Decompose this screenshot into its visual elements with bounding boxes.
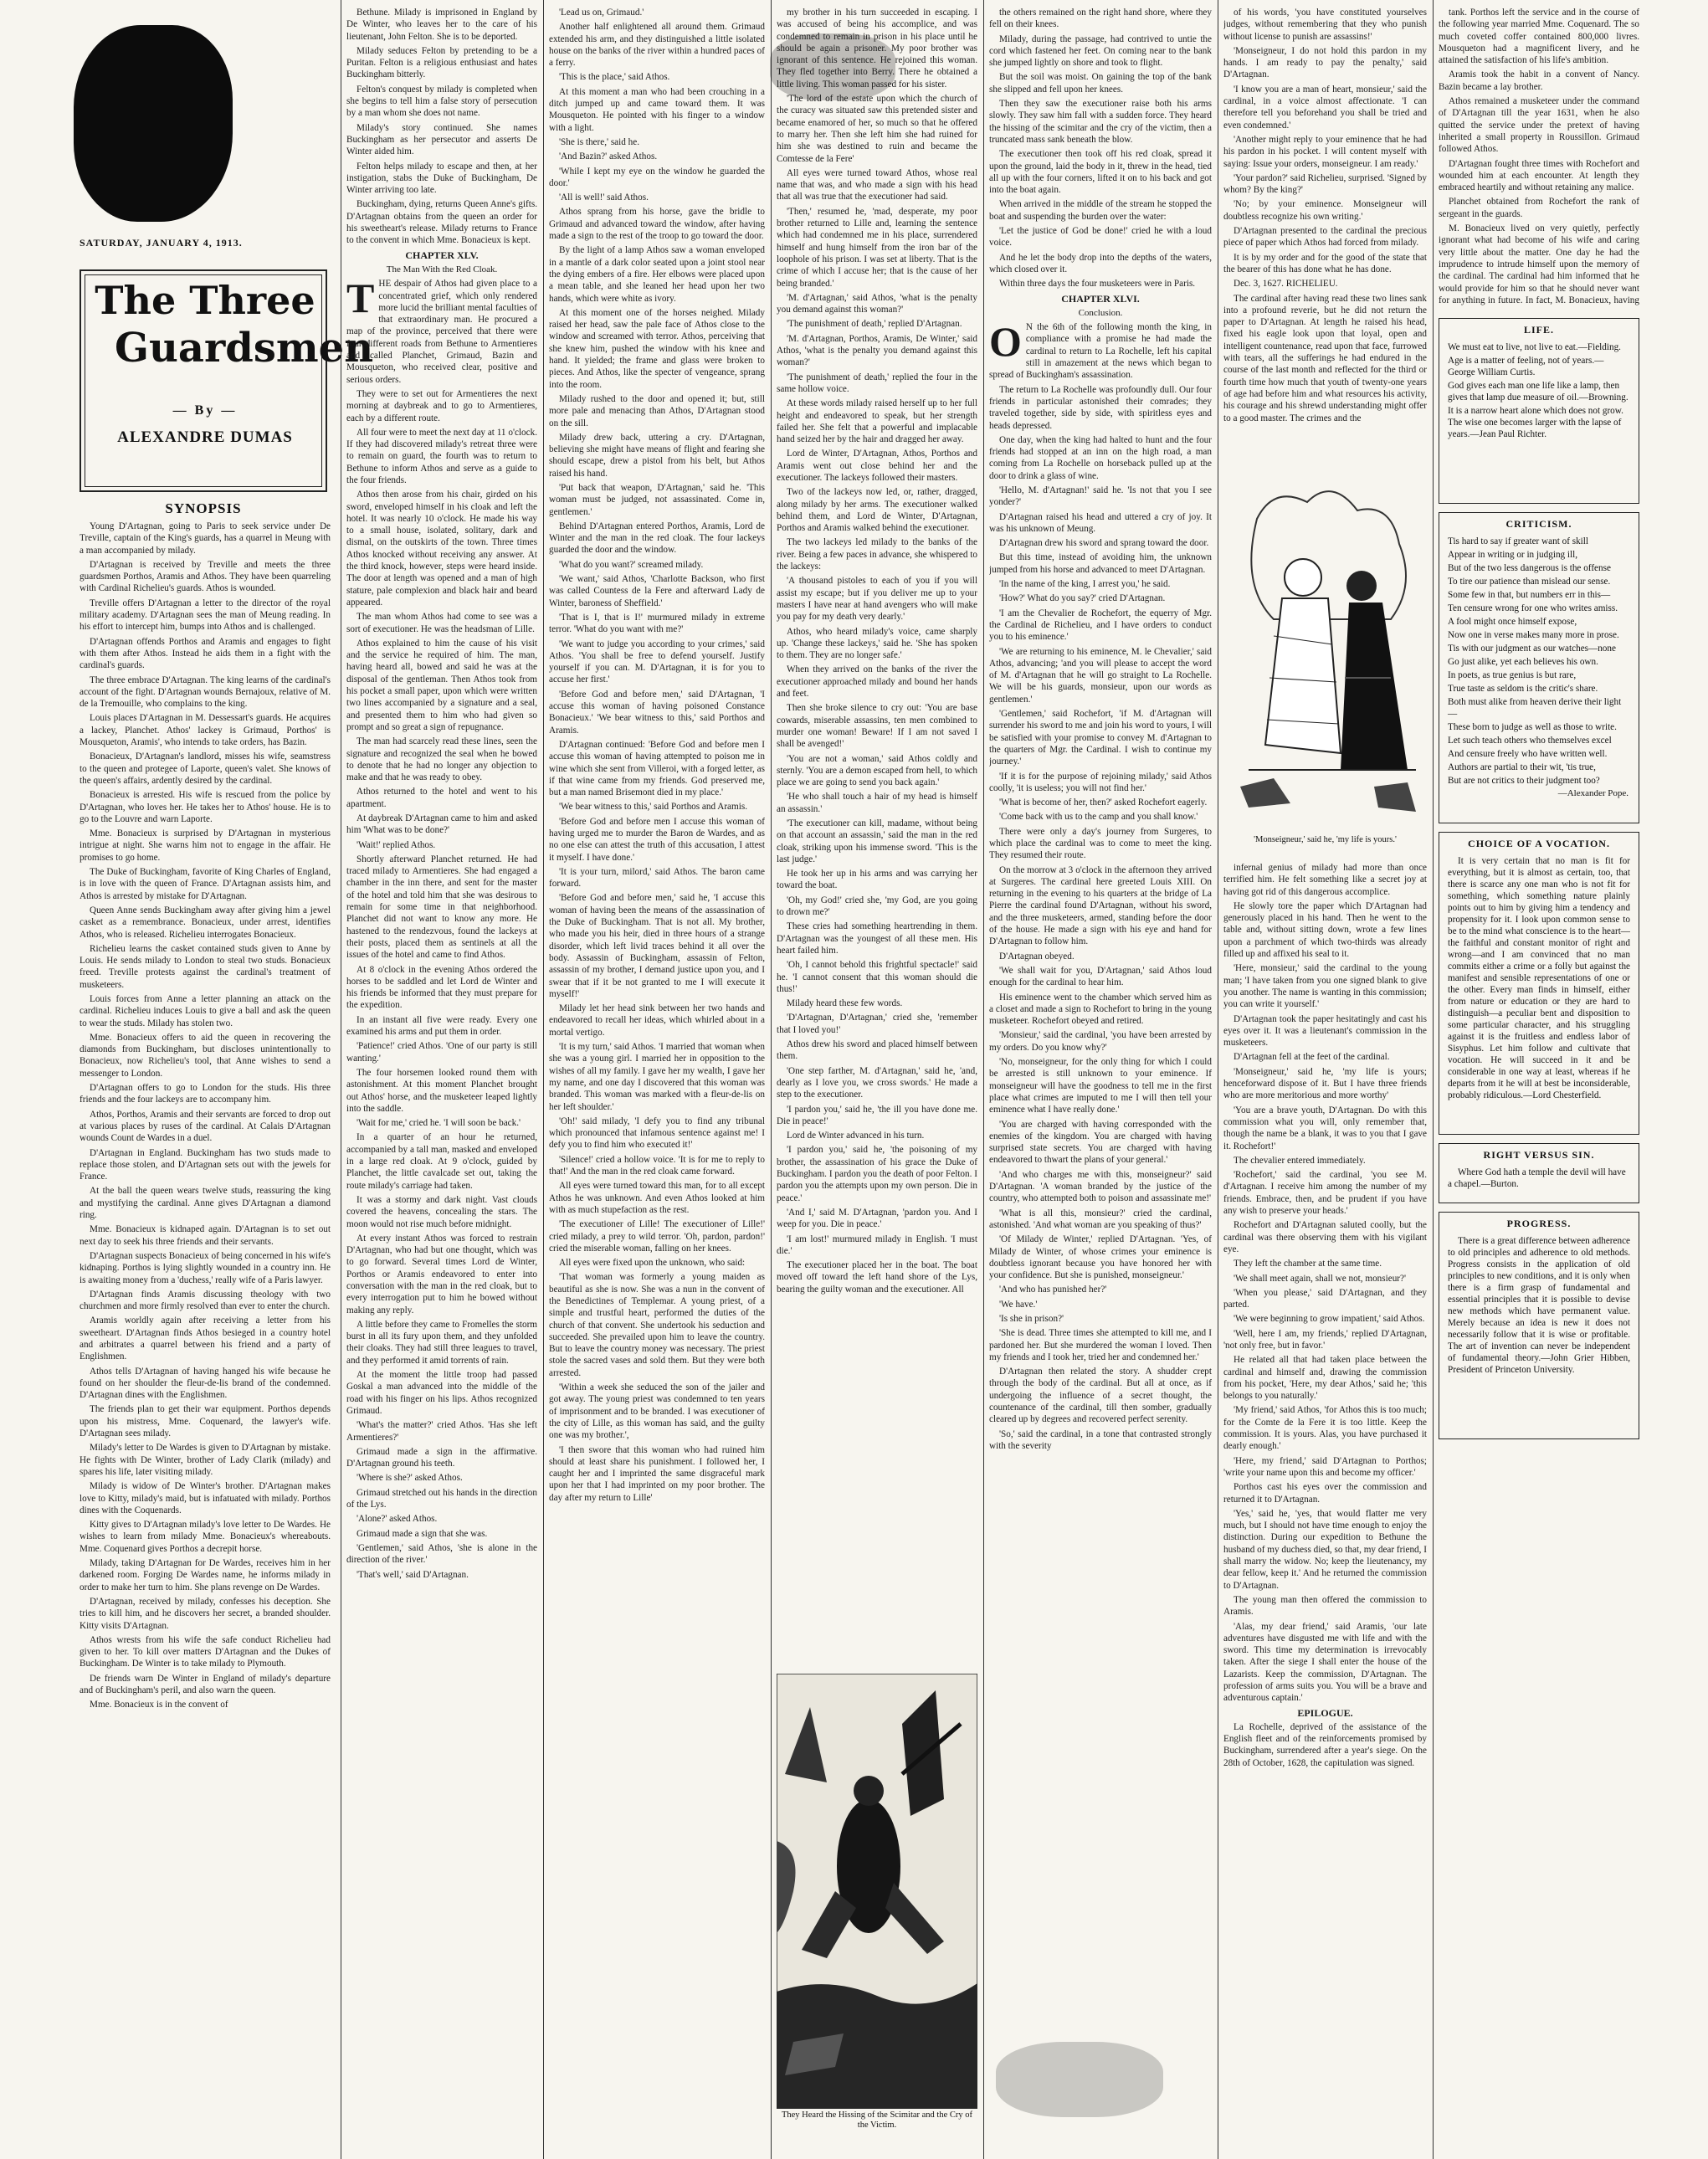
verse-line: A fool might once himself expose,	[1448, 617, 1577, 627]
story-paragraph: 'In the name of the king, I arrest you,' he said.	[999, 579, 1171, 590]
chapter-subtitle: Conclusion.	[1078, 307, 1123, 318]
story-paragraph: 'Oh, I cannot behold this frightful spectacle!' said he. 'I cannot consent that this woman should die thus!'	[777, 960, 977, 994]
story-paragraph: 'No, monseigneur, for the only thing for which I could be arrested is still unknown to your eminence. If monseigneur will have the goodness to tell me in the first place what crimes are imputed to me I will then tell your eminence what I have really done.'	[989, 1057, 1212, 1115]
vocation-text: It is very certain that no man is fit for everything, but it is almost as certain, too, that there is scarce any one man who is not fit for something, which something nature plainly points out to him by giving him a tendency and propensity for it. I look upon common sense to be to the mind what conscience is to the heart—the faithful and constant monitor of right and wrong—and I am convinced that no man commits either a crime or a folly but against the manifest and sensible representations of one or the other. Every man finds in himself, either from nature or education or they are hard to distinguish—a peculiar bent and disposition to some particular character, and his struggling against it is the fruitless and endless labor of Sisyphus. Let him follow and cultivate that vocation. He will succeed in it and be considerable in one way at least, whereas if he departs from it he will at best be inconsiderable, probably ridiculous.—Lord Chesterfield.	[1448, 856, 1630, 1100]
synopsis-paragraph: Milady's letter to De Wardes is given to D'Artagnan by mistake. He fights with De Winter, brother of Lady Clarik (milady) and spares his life, later visiting milady.	[80, 1443, 331, 1477]
story-paragraph: Athos drew his sword and placed himself between them.	[777, 1039, 977, 1062]
story-column-4	[777, 7, 977, 1672]
story-paragraph: 'We are returning to his eminence, M. le Chevalier,' said Athos, advancing; 'and you will please to accept the word of M. d'Artagnan that he will go straight to La Rochelle. We will be his guards, monsieur, upon our words as gentlemen.'	[989, 646, 1212, 705]
story-paragraph: Milady let her head sink between her two hands and endeavored to recall her ideas, which whirled about in a mortal vertigo.	[549, 1003, 765, 1038]
criticism-poem	[1439, 536, 1639, 787]
story-paragraph: Lord de Winter advanced in his turn.	[787, 1131, 925, 1141]
story-paragraph: 'If it is for the purpose of rejoining milady,' said Athos coolly, 'it is useless; you will not find her.'	[989, 771, 1212, 793]
story-paragraph: tank. Porthos left the service and in the course of the following year married Mme. Coquenard. The so much coveted coffer contained 800,000 livres. Mousqueton had a magnificent livery, and he attained the satisfaction of his life's ambition.	[1439, 8, 1639, 66]
story-paragraph: All eyes were fixed upon the unknown, who said:	[559, 1258, 746, 1269]
synopsis-paragraph: Queen Anne sends Buckingham away after giving him a jewel casket as a remembrance. Bonacieux, under arrest, identifies Athos, who is released. Richelieu interrogates Bonacieux.	[80, 905, 331, 940]
story-paragraph: 'The punishment of death,' replied the four in the same hollow voice.	[777, 372, 977, 394]
verse-line: Go just alike, yet each believes his own.	[1448, 657, 1598, 667]
verse-line: Now one in verse makes many more in prose.	[1448, 630, 1619, 640]
synopsis-paragraph: Mme. Bonacieux offers to aid the queen in recovering the diamonds from Buckingham, but discloses unintentionally to Bonacieux, now Richelieu's tool, that Anne wishes to send a messenger to London.	[80, 1032, 331, 1079]
story-paragraph: The young man then offered the commission to Aramis.	[1223, 1594, 1427, 1618]
epilogue-paragraph: La Rochelle, deprived of the assistance of the English fleet and of the reinforcements promised by Buckingham, surrendered after a year's siege. On the 28th of October, 1628, the capitulation was signed.	[1223, 1721, 1427, 1768]
ink-blot-masthead	[74, 25, 233, 222]
verse-line: Tis hard to say if greater want of skill	[1448, 536, 1588, 546]
synopsis-paragraph: D'Artagnan offers to go to London for the studs. His three friends and the four lackeys are to accompany him.	[80, 1083, 331, 1105]
story-paragraph: 'And I,' said M. D'Artagnan, 'pardon you. And I weep for you. Die in peace.'	[777, 1207, 977, 1230]
story-paragraph: 'Silence!' cried a hollow voice. 'It is for me to reply to that!' And the man in the red cloak came forward.	[549, 1154, 765, 1177]
story-column-6-bottom	[1223, 862, 1427, 2159]
story-paragraph: 'That's well,' said D'Artagnan.	[356, 1569, 469, 1580]
chapter-first-paragraph	[989, 318, 1212, 381]
story-paragraph: 'Wait for me,' cried he. 'I will soon be back.'	[356, 1118, 521, 1129]
story-paragraph: 'The punishment of death,' replied D'Artagnan.	[787, 319, 962, 330]
story-paragraph: of his words, 'you have constituted yourselves judges, without remembering that they who punish without license to punish are assassins!'	[1223, 8, 1427, 42]
story-paragraph: 'Oh, my God!' cried she, 'my God, are you going to drown me?'	[777, 895, 977, 918]
story-paragraph: 'Your pardon?' said Richelieu, surprised. 'Signed by whom? By the king?'	[1223, 172, 1427, 196]
story-paragraph: 'Alas, my dear friend,' said Aramis, 'our late adventures have disgusted me with life and with the sword. This time my determination is irrevocably taken. After the siege I shall enter the house of the Lazarists. Keep the commission, D'Artagnan. The profession of arms suits you. You will be a brave and adventurous captain.'	[1223, 1621, 1427, 1704]
verse-line: We must eat to live, not live to eat.—Fielding.	[1448, 342, 1621, 352]
story-paragraph: The four horsemen looked round them with astonishment. At this moment Planchet brought out Athos' horse, and the musketeer leaped lightly into the saddle.	[346, 1067, 537, 1114]
story-paragraph: 'Is she in prison?'	[999, 1313, 1064, 1324]
title-frame	[80, 269, 374, 492]
story-paragraph: 'Where is she?' asked Athos.	[356, 1473, 463, 1484]
synopsis-paragraph: The friends plan to get their war equipment. Porthos depends upon his mistress, Mme. Coquenard, the lawyer's wife. D'Artagnan sees milady.	[80, 1404, 331, 1439]
story-paragraph: Another half enlightened all around them. Grimaud extended his arm, and they distinguished a little isolated house on the banks of the river within a hundred paces of a ferry.	[549, 22, 765, 69]
column-rule	[771, 0, 772, 2159]
story-paragraph: 'I pardon you,' said he, 'the poisoning of my brother, the assassination of his grace the Duke of Buckingham. I pardon you the death of poor Felton. I pardon you the attempts upon my own person. Die in peace.'	[777, 1145, 977, 1203]
verse-line: God gives each man one life like a lamp, then gives that lamp due measure of oil.—Browning.	[1448, 381, 1628, 403]
story-paragraph: 'Hello, M. d'Artagnan!' said he. 'Is not that you I see yonder?'	[989, 485, 1212, 508]
synopsis-paragraph: Milady seduces Felton by pretending to be a Puritan. Felton is a religious enthusiast and hates Buckingham bitterly.	[346, 45, 537, 80]
story-paragraph: When they arrived on the banks of the river the executioner approached milady and bound her hands and feet.	[777, 664, 977, 700]
story-paragraph: 'When you please,' said D'Artagnan, and they parted.	[1223, 1287, 1427, 1310]
story-paragraph: 'Another might reply to your eminence that he had his pardon in his pocket. I will content myself with saying: Issue your orders, monseigneur. I am ready.'	[1223, 134, 1427, 169]
synopsis-paragraph: Louis forces from Anne a letter planning an attack on the cardinal. Richelieu induces Louis to give a ball and ask the queen to wear the studs. Milady has stolen two.	[80, 993, 331, 1028]
verse-line: But of the two less dangerous is the offense	[1448, 563, 1611, 573]
story-paragraph: Athos explained to him the cause of his visit and the service he required of him. The man, having heard all, bowed and said he was at the disposal of the gentleman. Then Athos took from his pocket a small paper, upon which were written two lines accompanied by a signature and a seal, and presented them to him who had given so prompt and so great a sign of repugnance.	[346, 638, 537, 732]
story-paragraph: D'Artagnan continued: 'Before God and before men I accuse this woman of having attempted to poison me in wine which she sent from Villeroi, with a forged letter, as if that wine came from my friends. God preserved me, but a man named Brisemont died in my place.'	[549, 739, 765, 798]
verse-line: And censure freely who have written well.	[1448, 749, 1608, 759]
synopsis-paragraph: Felton helps milady to escape and then, at her instigation, stabs the Duke of Buckingham, De Winter arriving too late.	[346, 161, 537, 196]
story-paragraph: 'She is there,' said he.	[559, 136, 639, 147]
story-paragraph: 'The executioner can kill, madame, without being on that account an assassin,' said the man in the red cloak, striking upon his immense sword. 'This is the last judge.'	[777, 818, 977, 864]
title-line-1: The Three	[95, 278, 315, 323]
story-paragraph: 'Before God and before men,' said he, 'I accuse this woman of having been the means of the assassination of the Duke of Buckingham. That is not all. My brother, who made you his heir, died in three hours of a strange disorder, which left livid traces behind it all over the body. Assassin of Buckingham, assassin of Felton, assassin of my brother, I demand justice upon you, and I swear that if it be not granted to me I will execute it myself!'	[549, 893, 765, 999]
synopsis-paragraph: Louis places D'Artagnan in M. Dessessart's guards. He acquires a lackey, Planchet. Athos' lackey is Grimaud, Porthos' is Mousqueton, Aramis', who intends to take orders, has Bazin.	[80, 713, 331, 748]
synopsis-paragraph: Athos tells D'Artagnan of having hanged his wife because he found on her shoulder the fleur-de-lis brand of the condemned. D'Artagnan dines with the Englishmen.	[80, 1366, 331, 1401]
story-paragraph: Grimaud stretched out his hands in the direction of the Lys.	[346, 1487, 537, 1510]
drop-cap: O	[989, 318, 1022, 366]
story-paragraph: 'We shall wait for you, D'Artagnan,' said Athos loud enough for the cardinal to hear him.	[989, 965, 1212, 988]
synopsis-heading: SYNOPSIS	[165, 500, 242, 516]
story-paragraph: 'Monsieur,' said the cardinal, 'you have been arrested by my orders. Do you know why?'	[989, 1030, 1212, 1053]
synopsis-paragraph: D'Artagnan is received by Treville and meets the three guardsmen Porthos, Aramis and Athos. They have been quarreling with Cardinal Richelieu's guards. Athos is wounded.	[80, 559, 331, 594]
synopsis-paragraph: Athos wrests from his wife the safe conduct Richelieu had given to her. To kill over matters D'Artagnan and the Dukes of Buckingham. De Winter is to take milady to Plymouth.	[80, 1634, 331, 1669]
story-paragraph: 'I am lost!' murmured milady in English. 'I must die.'	[777, 1233, 977, 1256]
story-paragraph: 'How?' What do you say?' cried D'Artagnan.	[999, 593, 1166, 604]
execution-illustration	[777, 1674, 977, 2109]
story-paragraph: 'Well, here I am, my friends,' replied D'Artagnan, 'not only free, but in favor.'	[1223, 1328, 1427, 1351]
story-paragraph: the others remained on the right hand shore, where they fell on their knees.	[989, 8, 1212, 30]
life-box	[1439, 318, 1639, 504]
story-paragraph: Grimaud made a sign that she was.	[356, 1528, 488, 1539]
life-title: LIFE.	[1523, 324, 1554, 336]
story-paragraph: Athos sprang from his horse, gave the bridle to Grimaud and advanced toward the window, after having made a sign to the rest of the troop to go toward the door.	[549, 207, 765, 242]
synopsis-column	[80, 521, 331, 2159]
synopsis-paragraph: D'Artagnan suspects Bonacieux of being concerned in his wife's kidnaping. Porthos is lying slightly wounded in a country inn. He is awaiting money from a 'duchess,' really wife of a Paris lawyer.	[80, 1250, 331, 1285]
story-paragraph: 'Alone?' asked Athos.	[356, 1514, 438, 1525]
synopsis-paragraph: D'Artagnan in England. Buckingham has two studs made to replace those stolen, and D'Artagnan sets out with the jewels for France.	[80, 1147, 331, 1182]
story-paragraph: The executioner then took off his red cloak, spread it upon the ground, laid the body in it, threw in the head, tied all up with the four corners, lifted it on to his back and got into the boat again.	[989, 149, 1212, 196]
story-paragraph: The cardinal after having read these two lines sank into a profound reverie, but he did not return the paper to D'Artagnan. At length he raised his head, fixed his eagle look upon that loyal, open and intelligent countenance, read upon that face, furrowed with tears, all the sufferings he had endured in the course of the last month and reflected for the third or fourth time how much that youth of twenty-one years of age had before him and what resources his activity, his courage and his shrewd understanding might offer to a good master. The crimes and the	[1223, 293, 1427, 423]
story-paragraph: Athos returned to the hotel and went to his apartment.	[346, 787, 537, 809]
story-paragraph: 'Let the justice of God be done!' cried he with a loud voice.	[989, 226, 1212, 249]
synopsis-paragraph: Richelieu learns the casket contained studs given to Anne by Louis. He sends milady to London to steal two studs. Bonacieux freed. Treville protests against the cardinal's treatment of musketeers.	[80, 943, 331, 990]
story-paragraph: 'You are not a woman,' said Athos coldly and sternly. 'You are a demon escaped from hell, to which place we are going to send you back again.'	[777, 753, 977, 788]
byline: — By —	[172, 403, 238, 418]
story-paragraph: At this moment one of the horses neighed. Milady raised her head, saw the pale face of Athos close to the window and screamed with terror. Athos, perceiving that she knew him, pushed the window with his knee and hand. It yielded; the frame and glass were broken to pieces. And Athos, like the specter of vengeance, sprang into the room.	[549, 307, 765, 390]
dateline: SATURDAY, JANUARY 4, 1913.	[80, 237, 243, 249]
story-paragraph: The man whom Athos had come to see was a sort of executioner. He was the headsman of Lille.	[346, 612, 537, 634]
epilogue-heading: EPILOGUE.	[1297, 1706, 1353, 1719]
verse-line: Tis with our judgment as our watches—none	[1448, 644, 1616, 654]
story-paragraph: my brother in his turn succeeded in escaping. I was accused of being his accomplice, and was condemned to remain in prison in his place until he should be again a prisoner. My poor brother was ignorant of this sentence. He rejoined this woman. They fled together into Berry. There he obtained a little living. This woman passed for his sister.	[777, 8, 977, 90]
story-paragraph: In a quarter of an hour he returned, accompanied by a tall man, masked and enveloped in a large red cloak. At 9 o'clock, guided by Planchet, the little cavalcade set out, taking the route milady's carriage had taken.	[346, 1132, 537, 1191]
story-paragraph: 'He who shall touch a hair of my head is himself an assassin.'	[777, 792, 977, 814]
synopsis-paragraph: D'Artagnan, received by milady, confesses his deception. She tries to kill him, and he discovers her secret, a branded shoulder. Kitty visits D'Artagnan.	[80, 1596, 331, 1631]
synopsis-paragraph: The Duke of Buckingham, favorite of King Charles of England, is in love with the queen of France. D'Artagnan assists him, and Athos is arrested by mistake for D'Artagnan.	[80, 867, 331, 901]
column-rule	[543, 0, 544, 2159]
story-paragraph: The man had scarcely read these lines, seen the signature and recognized the seal when he bowed to denote that he had no longer any objection to make and that he was ready to obey.	[346, 736, 537, 783]
synopsis-paragraph: Milady, taking D'Artagnan for De Wardes, receives him in her darkened room. Forging De Wardes name, he informs milady in order to make her turn to him. She plans revenge on De Wardes.	[80, 1558, 331, 1592]
story-paragraph: At every instant Athos was forced to restrain D'Artagnan, who had but one thought, which was to go forward. Several times Lord de Winter, Porthos or Aramis endeavored to enter into conversation with the man in the red cloak, but to every interrogation put to him he bowed without making any reply.	[346, 1233, 537, 1315]
story-paragraph: It was a stormy and dark night. Vast clouds covered the heavens, concealing the stars. The moon would not rise much before midnight.	[346, 1194, 537, 1229]
synopsis-paragraph: Buckingham, dying, returns Queen Anne's gifts. D'Artagnan obtains from the queen an order for his sweetheart's release. Milady returns to France to the convent in which Mme. Bonacieux is kept.	[346, 199, 537, 246]
chapter-heading: CHAPTER XLV.	[405, 249, 479, 261]
story-column-2	[346, 7, 537, 2159]
story-paragraph: They were to set out for Armentieres the next morning at daybreak and to go to Armentieres, each by a different route.	[346, 388, 537, 423]
story-column-7	[1439, 7, 1639, 308]
story-paragraph: D'Artagnan fought three times with Rochefort and wounded him at each encounter. At length they embraced heartily and without retaining any malice.	[1439, 158, 1639, 193]
synopsis-paragraph: Aramis worldly again after receiving a letter from his sweetheart. D'Artagnan finds Athos besieged in a country hotel and arbitrates a quarrel between his friend and a party of Englishmen.	[80, 1315, 331, 1362]
chapter-first-paragraph	[346, 274, 537, 386]
column-rule	[983, 0, 984, 2159]
verse-line: Both must alike from heaven derive their light—	[1448, 697, 1622, 719]
synopsis-paragraph: Milady is widow of De Winter's brother. D'Artagnan makes love to Kitty, milady's maid, but is infatuated with milady. Porthos dines with the Coquenards.	[80, 1481, 331, 1515]
story-paragraph: 'One step farther, M. d'Artagnan,' said he, 'and, dearly as I love you, we cross swords.' He made a step to the executioner.	[777, 1065, 977, 1100]
story-paragraph: 'Gentlemen,' said Athos, 'she is alone in the direction of the river.'	[346, 1542, 537, 1566]
story-paragraph: 'It is my turn,' said Athos. 'I married that woman when she was a young girl. I married her in opposition to the wishes of all my family. I gave her my wealth, I gave her my name, and one day I discovered that this woman was branded. This woman was marked with a fleur-de-lis on her left shoulder.'	[549, 1042, 765, 1112]
story-paragraph: A little before they came to Fromelles the storm burst in all its fury upon them, and they unfolded their cloaks. They had still three leagues to travel, and they performed it amid torrents of rain.	[346, 1319, 537, 1366]
river-scene-drawing	[777, 1674, 977, 2109]
story-paragraph: 'Monseigneur,' said he, 'my life is yours; henceforward dispose of it. But I have three friends who are more meritorious and more worthy'	[1223, 1066, 1427, 1101]
verse-line: Age is a matter of feeling, not of years.—George William Curtis.	[1448, 356, 1604, 377]
story-paragraph: One day, when the king had halted to hunt and the four friends had stopped at an inn on the high road, a man coming from La Rochelle on horseback pulled up at the door to drink a glass of wine.	[989, 434, 1212, 481]
story-paragraph: 'And Bazin?' asked Athos.	[559, 151, 658, 162]
synopsis-paragraph: Milady's story continued. She names Buckingham as her persecutor and asserts De Winter aided him.	[346, 122, 537, 157]
story-paragraph: D'Artagnan took the paper hesitatingly and cast his eyes over it. It was a lieutenant's commission in the musketeers.	[1223, 1013, 1427, 1049]
story-paragraph: At this moment a man who had been crouching in a ditch jumped up and came toward them. It was Mousqueton. He pointed with his finger to a window with a light.	[549, 86, 765, 133]
story-paragraph: 'I am the Chevalier de Rochefort, the equerry of Mgr. the Cardinal de Richelieu, and I have orders to conduct you to his eminence.'	[989, 608, 1212, 643]
right-sin-text: Where God hath a temple the devil will have a chapel.—Burton.	[1448, 1167, 1626, 1189]
story-paragraph: 'Patience!' cried Athos. 'One of our party is still wanting.'	[346, 1041, 537, 1064]
story-paragraph: 'We have.'	[999, 1299, 1038, 1310]
synopsis-paragraph: Bethune. Milady is imprisoned in England by De Winter, who leaves her to the care of his lieutenant, John Felton. She is to be deported.	[346, 8, 537, 42]
story-paragraph: Athos remained a musketeer under the command of D'Artagnan till the year 1631, when he also quitted the service under the pretext of having inherited a small property in Roussillon. Grimaud followed Athos.	[1439, 96, 1639, 155]
story-paragraph: 'We want,' said Athos, 'Charlotte Backson, who first was called Countess de la Fere and afterward Lady de Winter, baroness of Sheffield.'	[549, 574, 765, 608]
story-paragraph: 'M. d'Artagnan,' said Athos, 'what is the penalty you demand against this woman?'	[777, 292, 977, 315]
cardinal-illustration	[1223, 469, 1427, 828]
story-paragraph: 'While I kept my eye on the window he guarded the door.'	[549, 166, 765, 188]
verse-line: Ten censure wrong for one who writes amiss.	[1448, 603, 1618, 613]
story-paragraph: D'Artagnan fell at the feet of the cardinal.	[1234, 1052, 1390, 1063]
synopsis-paragraph: Kitty gives to D'Artagnan milady's love letter to De Wardes. He wishes to learn from milady Mme. Bonacieux's whereabouts. Mme. Coquenard gives Porthos a decrepit horse.	[80, 1520, 331, 1554]
drop-cap: T	[346, 274, 375, 322]
story-paragraph: At these words milady raised herself up to her full height and endeavored to speak, but her strength failed her. She felt that a powerful and implacable hand seized her by the hair and dragged her away.	[777, 398, 977, 445]
synopsis-paragraph: D'Artagnan finds Aramis discussing theology with two churchmen and more firmly resolved than ever to enter the church.	[80, 1289, 331, 1312]
synopsis-paragraph: Bonacieux, D'Artagnan's landlord, misses his wife, seamstress to the queen and protegee of Laporte, queen's valet. She knows of the queen's affairs, ardently desired by the cardinal.	[80, 751, 331, 786]
story-paragraph: Rochefort and D'Artagnan saluted coolly, but the cardinal was there observing them with his vigilant eye.	[1223, 1220, 1427, 1254]
story-paragraph: 'Wait!' replied Athos.	[356, 839, 436, 850]
story-paragraph: Then they saw the executioner raise both his arms slowly. They saw him fall with a sudden force. They heard the hissing of the scimitar and the cry of the victim, then a truncated mass sank beneath the blow.	[989, 99, 1212, 145]
story-paragraph: 'I then swore that this woman who had ruined him should at least share his punishment. I followed her, I caught her and I imprinted the same disgraceful mark upon her that I had imprinted on my poor brother. The day after my return to Lille'	[549, 1444, 765, 1503]
story-paragraph: 'She is dead. Three times she attempted to kill me, and I pardoned her. But she murdered the woman I loved. Then my friends and I took her, tried her and condemned her.'	[989, 1328, 1212, 1362]
story-paragraph: They left the chamber at the same time.	[1234, 1259, 1382, 1269]
criticism-attribution: —Alexander Pope.	[1557, 788, 1628, 798]
synopsis-paragraph: D'Artagnan offends Porthos and Aramis and engages to fight with them after Athos. Instead he aids them in a fight with the cardinal's guards.	[80, 636, 331, 671]
story-paragraph: By the light of a lamp Athos saw a woman enveloped in a mantle of a dark color seated upon a joint stool near the dying embers of a fire. Her elbows were placed upon a mean table, and she leaned her head upon her two hands, which were white as ivory.	[549, 245, 765, 304]
column-rule	[1433, 0, 1434, 2159]
vocation-box	[1439, 832, 1639, 1135]
story-paragraph: D'Artagnan then related the story. A shudder crept through the body of the cardinal. But all at once, as if undergoing the influence of a secret thought, the countenance of the cardinal, till then somber, gradually cleared up by degrees and recovered perfect serenity.	[989, 1367, 1212, 1425]
story-paragraph: 'This is the place,' said Athos.	[559, 72, 670, 83]
story-paragraph: Milady rushed to the door and opened it; but, still more pale and menacing than Athos, D'Artagnan stood on the sill.	[549, 393, 765, 428]
illustration-caption: They Heard the Hissing of the Scimitar and the Cry of the Victim.	[781, 2110, 973, 2130]
verse-line: Authors are partial to their wit, 'tis true,	[1448, 762, 1596, 772]
story-paragraph: D'Artagnan obeyed.	[999, 951, 1075, 962]
story-paragraph: Porthos cast his eyes over the commission and returned it to D'Artagnan.	[1223, 1482, 1427, 1505]
synopsis-paragraph: Bonacieux is arrested. His wife is rescued from the police by D'Artagnan, who loves her. He takes her to Athos' house. He is to go to the Louvre and warn Laporte.	[80, 790, 331, 824]
story-paragraph: In an instant all five were ready. Every one examined his arms and put them in order.	[346, 1014, 537, 1038]
story-paragraph: Planchet obtained from Rochefort the rank of sergeant in the guards.	[1439, 197, 1639, 219]
synopsis-paragraph: Mme. Bonacieux is in the convent of	[90, 1700, 228, 1710]
story-paragraph: 'Put back that weapon, D'Artagnan,' said he. 'This woman must be judged, not assassinated. Come in, gentlemen.'	[549, 482, 765, 517]
story-paragraph: 'No; by your eminence. Monseigneur will doubtless recognize his own writing.'	[1223, 199, 1427, 222]
verse-line: Let such teach others who themselves excel	[1448, 736, 1612, 746]
story-paragraph: All eyes were turned toward Athos, whose real name that was, and who made a sign with his head that all was true that the executioner had said.	[777, 167, 977, 203]
synopsis-paragraph: Athos, Porthos, Aramis and their servants are forced to drop out at various places by ruses of the cardinal. At Calais D'Artagnan wounds Count de Wardes in a duel.	[80, 1109, 331, 1144]
story-column-3	[549, 7, 765, 2159]
story-paragraph: 'Rochefort,' said the cardinal, 'you see M. d'Artagnan. I receive him among the number of my friends. Embrace, then, and be prudent if you have any wish to preserve your heads.'	[1223, 1170, 1427, 1217]
right-sin-box	[1439, 1143, 1639, 1203]
story-paragraph: The two lackeys led milady to the banks of the river. Being a few paces in advance, she whispered to the lackeys:	[777, 537, 977, 572]
story-paragraph: 'D'Artagnan, D'Artagnan,' cried she, 'remember that I loved you!'	[777, 1013, 977, 1035]
story-paragraph: But this time, instead of avoiding him, the unknown jumped from his horse and advanced to meet D'Artagnan.	[989, 552, 1212, 575]
synopsis-paragraph: Mme. Bonacieux is surprised by D'Artagnan in mysterious intrigue at night. She warns him not to engage in the affair. He promises to go home.	[80, 828, 331, 863]
synopsis-paragraph: Treville offers D'Artagnan a letter to the director of the royal military academy. D'Artagnan sees the man of Meung reading. In his effort to intercept him, bumps into Athos and is challenged.	[80, 597, 331, 633]
story-paragraph: M. Bonacieux lived on very quietly, perfectly ignorant what had become of his wife and caring very little about the matter. One day he had the imprudence to intrude himself upon the memory of the cardinal. The cardinal had him informed that he would provide for him so that he should never want for anything in future. In fact, M. Bonacieux, having	[1439, 223, 1639, 305]
story-column-6-top	[1223, 7, 1427, 459]
story-paragraph: 'The lord of the estate upon which the church of the curacy was situated saw this pretended sister and became enamored of her, so much so that he offered to marry her. Then she left him she had ruined for him she was destined to ruin and became the Comtesse de la Fere'	[777, 94, 977, 164]
criticism-title: CRITICISM.	[1505, 518, 1572, 530]
story-paragraph: At 8 o'clock in the evening Athos ordered the horses to be saddled and let Lord de Winter and his friends be informed that they must prepare for the expedition.	[346, 964, 537, 1011]
story-paragraph: 'So,' said the cardinal, in a tone that contrasted strongly with the severity	[989, 1428, 1212, 1451]
story-paragraph: 'That woman was formerly a young maiden as beautiful as she is now. She was a nun in the convent of the Benedictines of Templemar. A young priest, of a simple and trustful heart, performed the duties of the church of that convent. She undertook his seduction and succeeded. She prevailed upon him to leave the country. But to leave the country money was necessary. The priest stole the sacred vases and sold them. But they were both arrested.	[549, 1272, 765, 1378]
story-paragraph: Milady heard these few words.	[787, 998, 903, 1009]
ink-smudge	[770, 33, 895, 100]
story-paragraph: All eyes were turned toward this man, for to all except Athos he was unknown. And even Athos looked at him with as much stupefaction as the rest.	[549, 1181, 765, 1215]
story-paragraph: D'Artagnan drew his sword and sprang toward the door.	[999, 538, 1209, 549]
story-paragraph: 'What do you want?' screamed milady.	[559, 559, 704, 570]
verse-line: Some few in that, but numbers err in this—	[1448, 590, 1611, 600]
story-paragraph: The chevalier entered immediately.	[1234, 1155, 1366, 1166]
story-paragraph: 'A thousand pistoles to each of you if you will assist my escape; but if you deliver me up to your masters I have near at hand avengers who will make you pay for my death very dearly.'	[777, 576, 977, 623]
cardinal-scene-drawing	[1223, 469, 1427, 828]
synopsis-paragraph: De friends warn De Winter in England of milady's departure and of Buckingham's peril, and also warn the queen.	[80, 1673, 331, 1696]
synopsis-paragraph: Young D'Artagnan, going to Paris to seek service under De Treville, captain of the King's guards, has a quarrel in Meung with a man accompanied by milady.	[80, 521, 331, 556]
verse-line: True taste as seldom is the critic's share.	[1448, 684, 1598, 694]
progress-title: PROGRESS.	[1506, 1218, 1572, 1229]
story-paragraph: Athos then arose from his chair, girded on his sword, enveloped himself in his cloak and left the hotel. It was nearly 10 o'clock. He made his way to a small house, isolated, solitary, dark and dismal, on the outskirts of the town. Three times Athos knocked without receiving any answer. At the third knock, however, steps were heard inside. The door at length was opened and a man of high stature, pale complexion and black hair and beard appeared.	[346, 490, 537, 608]
title-line-2: Guardsmen	[115, 325, 374, 372]
story-paragraph: And he let the body drop into the depths of the waters, which closed over it.	[989, 252, 1212, 274]
cardinal-caption: 'Monseigneur,' said he, 'my life is yours.'	[1254, 835, 1397, 844]
story-paragraph: 'Then,' resumed he, 'mad, desperate, my poor brother returned to Lille and, learning the sentence which had condemned me in his place, surrendered himself and hung himself from the iron bar of the loophole of his prison. I was set at liberty. That is the crime of which I accuse her; that is the cause of her being branded.'	[777, 206, 977, 289]
story-paragraph: When arrived in the middle of the stream he stopped the boat and suspending the burden over the water:	[989, 199, 1212, 222]
story-paragraph: 'We were beginning to grow impatient,' said Athos.	[1234, 1314, 1425, 1325]
story-paragraph: 'All is well!' said Athos.	[559, 192, 649, 203]
story-paragraph: D'Artagnan presented to the cardinal the precious piece of paper which Athos had forced from milady.	[1223, 226, 1427, 249]
right-sin-title: RIGHT VERSUS SIN.	[1483, 1149, 1595, 1161]
story-paragraph: 'I know you are a man of heart, monsieur,' said the cardinal, in a voice almost affectionate. 'I can therefore tell you beforehand you shall be tried and even condemned.'	[1223, 84, 1427, 131]
chapter-subtitle: The Man With the Red Cloak.	[386, 264, 498, 274]
story-paragraph: Lord de Winter, D'Artagnan, Athos, Porthos and Aramis went out close behind her and the executioner. The lackeys followed their masters.	[777, 449, 977, 483]
story-paragraph: 'It is your turn, milord,' said Athos. The baron came forward.	[549, 866, 765, 890]
verse-line: It is a narrow heart alone which does not grow. The wise one becomes larger with the lapse of years.—Jean Paul Richter.	[1448, 406, 1623, 439]
story-paragraph: infernal genius of milady had more than once terrified him. He felt something like a secret joy at having got rid of this dangerous accomplice.	[1223, 863, 1427, 897]
synopsis-paragraph: The three embrace D'Artagnan. The king learns of the cardinal's account of the fight. D'Artagnan wounds Bernajoux, relative of M. de la Tremouille, who complains to the king.	[80, 674, 331, 710]
story-paragraph: 'Within a week she seduced the son of the jailer and got away. The young priest was condemned to ten years of imprisonment and to be branded. I was executioner of the city of Lille, as this woman has said, and the guilty one was my brother.',	[549, 1382, 765, 1441]
story-paragraph: Two of the lackeys now led, or, rather, dragged, along milady by her arms. The executioner walked behind them, and Lord de Winter, D'Artagnan, Porthos and Aramis walked behind the executioner.	[777, 487, 977, 534]
story-paragraph: 'We bear witness to this,' said Porthos and Aramis.	[559, 802, 747, 813]
story-paragraph: 'M. d'Artagnan, Porthos, Aramis, De Winter,' said Athos, 'what is the penalty you demand against this woman?'	[777, 333, 977, 368]
story-paragraph: Milady, during the passage, had contrived to untie the cord which fastened her feet. On coming near to the bank she jumped lightly on shore and took to flight.	[989, 33, 1212, 69]
synopsis-paragraph: Felton's conquest by milady is completed when she begins to tell him a false story of persecution by a man whom she does not name.	[346, 84, 537, 119]
story-paragraph: Milady drew back, uttering a cry. D'Artagnan, believing she might have means of flight and fearing she should escape, drew a pistol from his belt, but Athos raised his hand.	[549, 432, 765, 479]
story-paragraph: The return to La Rochelle was profoundly dull. Our four friends in particular astonished their comrades; they traveled together, side by side, with spiritless eyes and heads depressed.	[989, 384, 1212, 431]
story-paragraph: He took her up in his arms and was carrying her toward the boat.	[777, 869, 977, 891]
verse-line: In poets, as true genius is but rare,	[1448, 670, 1577, 680]
verse-line: But are not critics to their judgment too?	[1448, 776, 1600, 786]
progress-box	[1439, 1212, 1639, 1439]
story-paragraph: There were only a day's journey from Surgeres, to which place the cardinal was to come to meet the king. They resumed their route.	[989, 826, 1212, 861]
story-paragraph: Dec. 3, 1627. RICHELIEU.	[1234, 279, 1338, 290]
story-paragraph: 'That is I, that is I!' murmured milady in extreme terror. 'What do you want with me?'	[549, 612, 765, 635]
chapter-heading: CHAPTER XLVI.	[1061, 292, 1140, 305]
story-paragraph: His eminence went to the chamber which served him as a closet and made a sign to Rochefort to bring in the young musketeer. Rochefort obeyed and retired.	[989, 992, 1212, 1027]
progress-text: There is a great difference between adherence to old principles and adherence to old methods. Progress consists in the application of old principles to new conditions, and it is only when there is a firm grasp of fundamental and essential principles that it is possible to devise new methods which have permanent value. Merely because an idea is new it does not necessarily follow that it is wise or profitable. The art of invention can never be independent of fundamental theory.—John Grier Hibben, President of Princeton University.	[1448, 1236, 1630, 1375]
story-paragraph: He slowly tore the paper which D'Artagnan had generously placed in his hand. Then he went to the table and, without sitting down, wrote a few lines upon a parchment of which two-thirds was already filled up and affixed his seal to it.	[1223, 900, 1427, 960]
story-paragraph: 'Monseigneur, I do not hold this pardon in my hands. I am ready to pay the penalty,' said D'Artagnan.	[1223, 45, 1427, 80]
story-column-5	[989, 7, 1212, 2159]
story-paragraph: 'We shall meet again, shall we not, monsieur?'	[1234, 1273, 1407, 1284]
story-paragraph: On the morrow at 3 o'clock in the afternoon they arrived at Surgeres. The cardinal here greeted Louis XIII. On returning in the evening to his quarters at the bridge of La Pierre the cardinal found D'Artagnan, without his sword, and the three musketeers, armed, standing before the door of the house. He made a sign with his eye and hand for D'Artagnan to follow him.	[989, 864, 1212, 947]
verse-line: To tire our patience than mislead our sense.	[1448, 577, 1611, 587]
story-paragraph: 'What is all this, monsieur?' cried the cardinal, astonished. 'And what woman are you speaking of thus?'	[989, 1208, 1212, 1230]
story-paragraph: At daybreak D'Artagnan came to him and asked him 'What was to be done?'	[346, 813, 537, 836]
story-paragraph: 'Come back with us to the camp and you shall know.'	[999, 812, 1198, 823]
story-paragraph: Then she broke silence to cry out: 'You are base cowards, miserable assassins, ten men combined to murder one woman! Beware! If I am not saved I shall be avenged!'	[777, 703, 977, 750]
story-paragraph: 'What's the matter?' cried Athos. 'Has she left Armentieres?'	[346, 1420, 537, 1443]
story-paragraph: 'The executioner of Lille! The executioner of Lille!' cried milady, a prey to wild terror. 'Oh, pardon, pardon!' cried the miserable woman, falling on her knees.	[549, 1219, 765, 1254]
story-paragraph: 'I pardon you,' said he, 'the ill you have done me. Die in peace!'	[777, 1104, 977, 1126]
story-paragraph: 'Lead us on, Grimaud.'	[559, 8, 644, 18]
first-paragraph-text: HE despair of Athos had given place to a concentrated grief, which only rendered more lucid the brilliant mental faculties of that extraordinary man. He procured a map of the province, perceived that there were four different roads from Bethune to Armentieres and called Planchet, Grimaud, Bazin and Mousqueton, who received clear, positive and serious orders.	[346, 279, 537, 385]
first-paragraph-text: N the 6th of the following month the king, in compliance with a promise he had made the cardinal to return to La Rochelle, left his capital still in amazement at the news which began to spread of Buckingham's assassination.	[989, 322, 1212, 381]
story-paragraph: It is by my order and for the good of the state that the bearer of this has done what he has done.	[1223, 252, 1427, 274]
story-paragraph: 'We want to judge you according to your crimes,' said Athos. 'You shall be free to defend yourself. Justify yourself if you can. M. D'Artagnan, it is for you to accuse her first.'	[549, 638, 765, 685]
story-paragraph: 'My friend,' said Athos, 'for Athos this is too much; for the Comte de la Fere it is too little. Keep the commission. It is yours. Alas, you have purchased it dearly enough.'	[1223, 1405, 1427, 1452]
story-paragraph: But the soil was moist. On gaining the top of the bank she slipped and fell upon her knees.	[989, 72, 1212, 95]
life-quotes	[1439, 341, 1639, 440]
story-paragraph: The executioner placed her in the boat. The boat moved off toward the left hand shore of the Lys, bearing the guilty woman and the executioner. All	[777, 1260, 977, 1295]
story-paragraph: Behind D'Artagnan entered Porthos, Aramis, Lord de Winter and the man in the red cloak. The four lackeys guarded the door and the window.	[549, 521, 765, 556]
story-paragraph: 'Before God and before men,' said D'Artagnan, 'I accuse this woman of having poisoned Constance Bonacieux.' 'We bear witness to this,' said Porthos and Aramis.	[549, 689, 765, 736]
vocation-title: CHOICE OF A VOCATION.	[1468, 838, 1610, 849]
criticism-box	[1439, 512, 1639, 823]
story-paragraph: Shortly afterward Planchet returned. He had traced milady to Armentieres. She had engaged a chamber in the inn there, and sent for the master of the hotel and told him that she was desirous to remain for some time in that neighborhood. Planchet did not want to know any more. He hastened to the rendezvous, found the lackeys at their posts, placed them as sentinels at all the issues of the hotel and came to find Athos.	[346, 854, 537, 961]
verse-line: Appear in writing or in judging ill,	[1448, 550, 1578, 560]
story-paragraph: 'Oh!' said milady, 'I defy you to find any tribunal which pronounced that infamous sentence against me! I defy you to find him who executed it!'	[549, 1115, 765, 1151]
story-paragraph: 'You are a brave youth, D'Artagnan. Do with this commission what you will, only remember that, though the name be a blank, it was to you that I gave it. Rochefort!'	[1223, 1105, 1427, 1151]
story-paragraph: Athos, who heard milady's voice, came sharply up. 'Change these lackeys,' said he. 'She has spoken to them. They are no longer safe.'	[777, 626, 977, 661]
story-paragraph: 'And who charges me with this, monseigneur?' said D'Artagnan. 'A woman branded by the justice of the country, who attempted both to poison and assassinate me!'	[989, 1169, 1212, 1204]
story-paragraph: 'Here, monsieur,' said the cardinal to the young man; 'I have taken from you one signed blank to give you another. The name is wanting in this commission; you can write it yourself.'	[1223, 963, 1427, 1010]
story-paragraph: D'Artagnan raised his head and uttered a cry of joy. It was his unknown of Meung.	[989, 511, 1212, 534]
story-paragraph: Grimaud made a sign in the affirmative. D'Artagnan ground his teeth.	[346, 1446, 537, 1469]
story-paragraph: 'Before God and before men I accuse this woman of having urged me to murder the Baron de Wardes, and as no one else can attest the truth of this accusation, I attest it myself. I have done.'	[549, 816, 765, 863]
story-paragraph: At the moment the little troop had passed Goskal a man advanced into the middle of the road with his finger on his lips. Athos recognized Grimaud.	[346, 1370, 537, 1416]
story-paragraph: 'And who has punished her?'	[999, 1285, 1107, 1295]
story-paragraph: 'Here, my friend,' said D'Artagnan to Porthos; 'write your name upon this and become my officer.'	[1223, 1455, 1427, 1478]
story-paragraph: He related all that had taken place between the cardinal and himself and, drawing the commission from his pocket, 'Here, my dear Athos,' said he; 'this belongs to you naturally.'	[1223, 1355, 1427, 1402]
story-paragraph: All four were to meet the next day at 11 o'clock. If they had discovered milady's retreat three were to remain on guard, the fourth was to return to Bethune to inform Athos and serve as a guide to the four friends.	[346, 427, 537, 485]
story-paragraph: 'What is become of her, then?' asked Rochefort eagerly.	[999, 797, 1208, 808]
synopsis-paragraph: Mme. Bonacieux is kidnaped again. D'Artagnan is to set out next day to seek his three friends and their servants.	[80, 1224, 331, 1247]
verse-line: These born to judge as well as those to write.	[1448, 722, 1617, 732]
story-paragraph: 'Yes,' said he, 'yes, that would flatter me very much, but I should not have time enough to enjoy the distinction. During our expedition to Bethune the husband of my duchess died, so that, my dear friend, I shall marry the widow. No; keep the lieutenancy, my dear fellow, keep it.' And he returned the commission to D'Artagnan.	[1223, 1508, 1427, 1591]
story-paragraph: 'Of Milady de Winter,' replied D'Artagnan. 'Yes, of Milady de Winter, of whose crimes your eminence is doubtless ignorant because you have honored her with your confidence. But she is punished, monseigneur.'	[989, 1234, 1212, 1281]
story-paragraph: Within three days the four musketeers were in Paris.	[999, 279, 1196, 290]
story-paragraph: 'You are charged with having corresponded with the enemies of the kingdom. You are charged with having surprised state secrets. You are charged with having endeavored to thwart the plans of your general.'	[989, 1119, 1212, 1166]
story-paragraph: 'Gentlemen,' said Rochefort, 'if M. d'Artagnan will surrender his sword to me and join his word to yours, I will be satisfied with your promise to convey M. d'Artagnan to the quarters of Mgr. the Cardinal. I wish to continue my journey.'	[989, 709, 1212, 767]
story-paragraph: Aramis took the habit in a convent of Nancy. Bazin became a lay brother.	[1439, 69, 1639, 92]
author-name: ALEXANDRE DUMAS	[117, 428, 293, 446]
synopsis-paragraph: At the ball the queen wears twelve studs, reassuring the king and mystifying the cardinal. Anne gives D'Artagnan a diamond ring.	[80, 1186, 331, 1221]
story-paragraph: These cries had something heartrending in them. D'Artagnan was the youngest of all these men. His heart failed him.	[777, 921, 977, 956]
ink-smudge	[996, 2042, 1163, 2117]
